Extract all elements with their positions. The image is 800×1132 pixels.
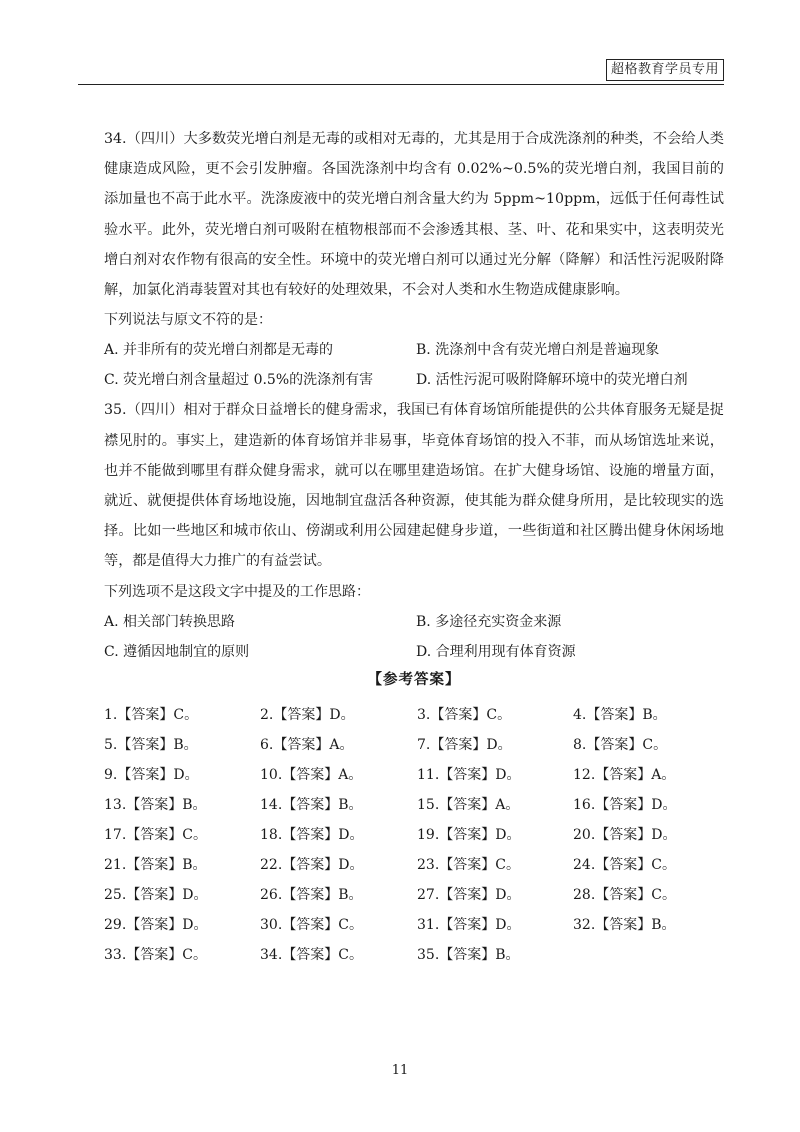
answer-item: 13.【答案】B。 (104, 797, 207, 813)
question-34-option-d: D. 活性污泥可吸附降解环境中的荧光增白剂 (416, 372, 688, 389)
answer-item: 19.【答案】D。 (417, 827, 521, 843)
answer-item: 28.【答案】C。 (573, 887, 676, 903)
answer-item: 33.【答案】C。 (104, 947, 207, 963)
answer-item: 14.【答案】B。 (260, 797, 363, 813)
answer-item: 5.【答案】B。 (104, 737, 198, 753)
answer-item: 34.【答案】C。 (260, 947, 363, 963)
answer-item: 16.【答案】D。 (573, 797, 677, 813)
question-34-option-a: A. 并非所有的荧光增白剂都是无毒的 (104, 342, 334, 359)
answer-item: 7.【答案】D。 (417, 737, 512, 753)
answer-item: 1.【答案】C。 (104, 707, 199, 723)
answer-item: 3.【答案】C。 (417, 707, 512, 723)
answer-key-title: 【参考答案】 (367, 671, 461, 688)
question-34-option-b: B. 洗涤剂中含有荧光增白剂是普遍现象 (416, 342, 660, 359)
question-35-text: 35.（四川）相对于群众日益增长的健身需求，我国已有体育场馆所能提供的公共体育服务无疑是捉襟见肘的。事实上，建造新的体育场馆并非易事，毕竟体育场馆的投入不菲，而从场馆选址来说，也并不能做到哪里有群众健身需求，就可以在哪里建造场馆。在扩大健身场馆、设施的增量方面，就近、就便提供体育场地设施，因地制宜盘活各种资源，使其能为群众健身所用，是比较现实的选择。比如一些地区和城市依山、傍湖或利用公园建起健身步道，一些街道和社区腾出健身休闲场地等，都是值得大力推广的有益尝试。 (104, 402, 724, 570)
question-35-option-b: B. 多途径充实资金来源 (416, 613, 562, 630)
answer-item: 31.【答案】D。 (417, 917, 521, 933)
answer-item: 23.【答案】C。 (417, 857, 520, 873)
page-number: 11 (391, 1063, 409, 1078)
answer-item: 10.【答案】A。 (260, 767, 363, 783)
answer-item: 2.【答案】D。 (260, 707, 355, 723)
question-35-option-d: D. 合理利用现有体育资源 (416, 643, 576, 660)
header-divider (78, 84, 724, 85)
answer-item: 26.【答案】B。 (260, 887, 363, 903)
question-34-prompt: 下列说法与原文不符的是： (104, 312, 272, 329)
answer-item: 4.【答案】B。 (573, 707, 667, 723)
answer-item: 17.【答案】C。 (104, 827, 207, 843)
answer-item: 32.【答案】B。 (573, 917, 676, 933)
answer-item: 11.【答案】D。 (417, 767, 521, 783)
answer-item: 22.【答案】D。 (260, 857, 364, 873)
answer-item: 20.【答案】D。 (573, 827, 677, 843)
answer-item: 25.【答案】D。 (104, 887, 208, 903)
questions-section (104, 124, 724, 667)
question-34 (104, 124, 724, 395)
answer-item: 15.【答案】A。 (417, 797, 520, 813)
answer-item: 21.【答案】B。 (104, 857, 207, 873)
answer-item: 27.【答案】D。 (417, 887, 521, 903)
header-badge: 超格教育学员专用 (606, 59, 724, 81)
question-34-options (104, 335, 724, 395)
answer-item: 9.【答案】D。 (104, 767, 199, 783)
question-35-option-a: A. 相关部门转换思路 (104, 613, 236, 630)
answer-item: 18.【答案】D。 (260, 827, 364, 843)
answer-item: 35.【答案】B。 (417, 947, 520, 963)
question-34-option-c: C. 荧光增白剂含量超过 0.5%的洗涤剂有害 (104, 372, 374, 389)
question-34-text: 34.（四川）大多数荧光增白剂是无毒的或相对无毒的，尤其是用于合成洗涤剂的种类，不会给人类健康造成风险，更不会引发肿瘤。各国洗涤剂中均含有 0.02%~0.5%的荧光增白剂，我国目前的添加量也不高于此水平。洗涤废液中的荧光增白剂含量大约为 5ppm~10ppm，远低于任何毒性试验水平。此外，荧光增白剂可吸附在植物根部而不会渗透其根、茎、叶、花和果实中，这表明荧光增白剂对农作物有很高的安全性。环境中的荧光增白剂可以通过光分解（降解）和活性污泥吸附降解，加氯化消毒装置对其也有较好的处理效果，不会对人类和水生物造成健康影响。 (104, 131, 724, 299)
answer-key-grid (104, 700, 724, 970)
answer-item: 30.【答案】C。 (260, 917, 363, 933)
question-35-option-c: C. 遵循因地制宜的原则 (104, 643, 250, 660)
answer-item: 6.【答案】A。 (260, 737, 354, 753)
question-35 (104, 395, 724, 666)
answer-item: 24.【答案】C。 (573, 857, 676, 873)
answer-item: 12.【答案】A。 (573, 767, 676, 783)
answer-item: 8.【答案】C。 (573, 737, 668, 753)
question-35-prompt: 下列选项不是这段文字中提及的工作思路： (104, 583, 370, 600)
answer-item: 29.【答案】D。 (104, 917, 208, 933)
question-35-options (104, 607, 724, 667)
answer-key-section (104, 670, 724, 970)
